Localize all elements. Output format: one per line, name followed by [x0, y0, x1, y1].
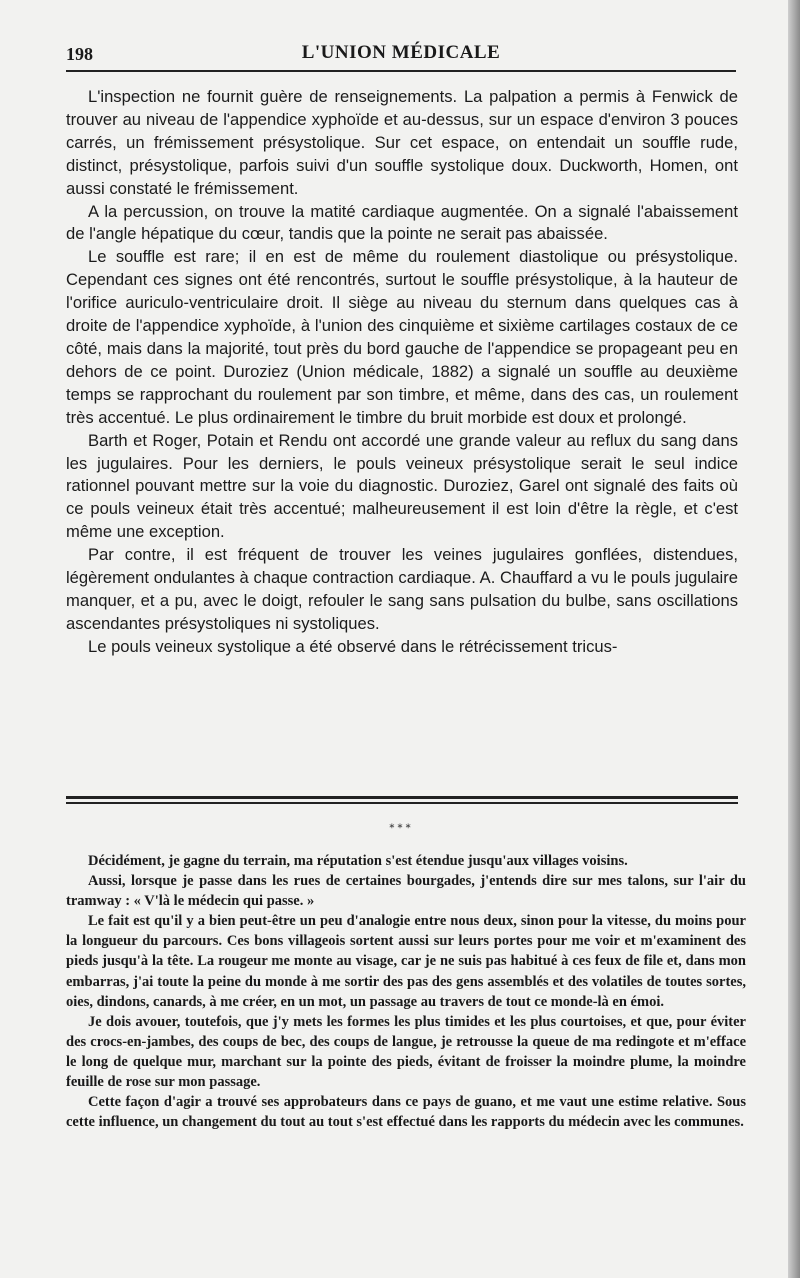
feuilleton-paragraph: Décidément, je gagne du terrain, ma réputation s'est étendue jusqu'aux villages voisins.: [88, 853, 628, 869]
page-number: 198: [66, 44, 93, 64]
feuilleton-body: [66, 851, 746, 1132]
journal-title: L'UNION MÉDICALE: [301, 42, 501, 63]
article-paragraph: Le souffle est rare; il en est de même du roulement diastolique ou présystolique. Cependant ces signes ont été rencontrés, surtout le souffle présystolique, à la hauteur de l'orifice auriculo-ventriculaire droit. Il siège au niveau du sternum dans quelques cas à droite de l'appendice xyphoïde, à l'union des cinquième et sixième cartilages costaux de ce côté, mais dans la majorité, tout près du bord gauche de l'appendice se propageant peu en dehors de ce point. Duroziez (Union médicale, 1882) a signalé un souffle au deuxième temps se rapprochant du roulement par son timbre, et même, dans des cas, un roulement très accentué. Le plus ordinairement le timbre du bruit morbide est doux et prolongé.: [66, 247, 738, 427]
feuilleton-paragraph: Aussi, lorsque je passe dans les rues de certaines bourgades, j'entends dire sur mes talons, sur l'air du tramway : « V'là le médecin qui passe. »: [66, 873, 746, 910]
article-body: [66, 86, 738, 659]
feuilleton-paragraph: Le fait est qu'il y a bien peut-être un peu d'analogie entre nous deux, sinon pour la vitesse, du moins pour la longueur du parcours. Ces bons villageois sortent aussi sur leurs portes pour me voir et m'examinent des pieds jusqu'à la tête. La rougeur me monte au visage, car je ne suis pas habitué à ces feux de file et, dans mon embarras, j'ai toute la peine du monde à me sortir des pas des gens assemblés et des volatiles de toutes sortes, oies, dindons, canards, à me créer, en un mot, un passage au travers de tout ce monde-là en émoi.: [66, 913, 746, 1010]
article-paragraph: L'inspection ne fournit guère de renseignements. La palpation a permis à Fenwick de trouver au niveau de l'appendice xyphoïde et au-dessus, sur un espace d'environ 3 pouces carrés, un frémissement présystolique. Sur cet espace, on entendait un souffle rude, distinct, présystolique, parfois suivi d'un souffle systolique doux. Duckworth, Homen, ont aussi constaté le frémissement.: [66, 87, 738, 198]
page-edge-shadow: [788, 0, 800, 1278]
article-paragraph: Par contre, il est fréquent de trouver les veines jugulaires gonflées, distendues, légèrement ondulantes à chaque contraction cardiaque. A. Chauffard a vu le pouls jugulaire manquer, et a pu, avec le doigt, refouler le sang sans pulsation du bulbe, sans oscillations ascendantes présystoliques ni systoliques.: [66, 545, 738, 633]
feuilleton-paragraph: Cette façon d'agir a trouvé ses approbateurs dans ce pays de guano, et me vaut une estime relative. Sous cette influence, un changement du tout au tout s'est effectué dans les rapports du médecin avec les communes.: [66, 1094, 746, 1131]
feuilleton-paragraph: Je dois avouer, toutefois, que j'y mets les formes les plus timides et les plus courtoises, et que, pour éviter des crocs-en-jambes, des coups de bec, des coups de langue, je retrousse la queue de ma redingote et m'efface le long de quelque mur, marchant sur la pointe des pieds, évitant de froisser la moindre plume, la moindre feuille de rose sur mon passage.: [66, 1013, 746, 1091]
running-head: [66, 36, 736, 72]
article-paragraph: A la percussion, on trouve la matité cardiaque augmentée. On a signalé l'abaissement de l'angle hépatique du cœur, tandis que la pointe ne serait pas abaissée.: [66, 201, 738, 244]
asterism-separator: * * *: [389, 823, 411, 834]
header-rule: [66, 70, 736, 72]
article-paragraph: Barth et Roger, Potain et Rendu ont accordé une grande valeur au reflux du sang dans les jugulaires. Pour les derniers, le pouls veineux présystolique serait le seul indice rationnel pouvant mettre sur la voie du diagnostic. Duroziez, Garel ont signalé des faits où ce pouls veineux était très accentué; malheureusement il est loin d'être la règle, et c'est même une exception.: [66, 430, 738, 542]
article-paragraph: Le pouls veineux systolique a été observé dans le rétrécissement tricus-: [88, 636, 618, 656]
section-double-rule: [66, 796, 738, 804]
